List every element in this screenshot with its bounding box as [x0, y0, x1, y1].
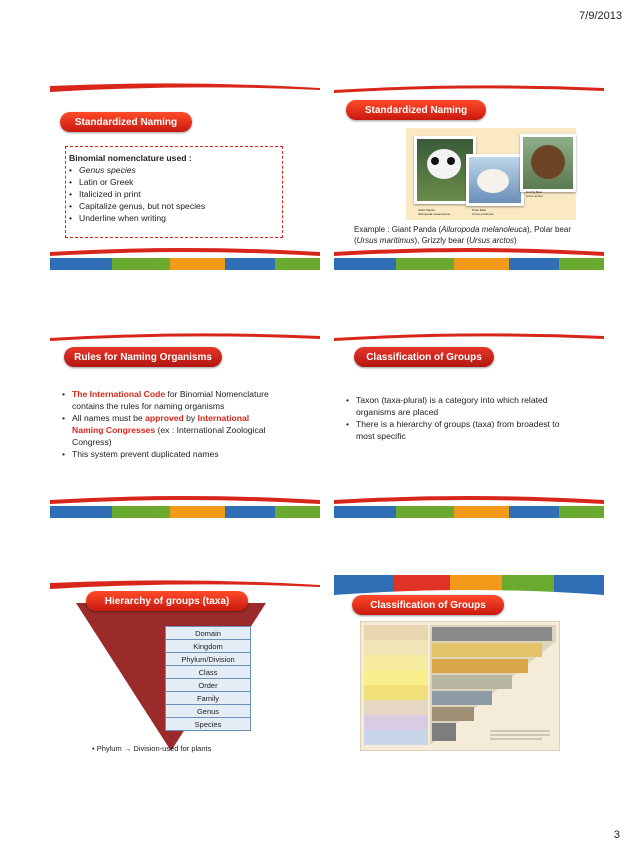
list-item: • All names must be approved by International Naming Congresses (ex : International Zoological Congress)	[62, 412, 282, 448]
slide-title: Hierarchy of groups (taxa)	[86, 591, 248, 611]
grizzly-photo	[520, 134, 576, 192]
slide-title: Standardized Naming	[346, 100, 486, 120]
bear-caption: Example : Giant Panda (Ailuropoda melanoleuca), Polar bear (Ursus maritimus), Grizzly bear (Ursus arctos)	[354, 225, 572, 245]
photo-label: Giant Panda Ailuropoda melanoleuca	[418, 208, 451, 216]
list-item: • Genus species	[69, 164, 279, 176]
slide-title: Classification of Groups	[352, 595, 504, 615]
slide-title: Rules for Naming Organisms	[64, 347, 222, 367]
phylum-note: • Phylum → Division-used for plants	[92, 744, 212, 753]
slide-title: Classification of Groups	[354, 347, 494, 367]
slide-2	[334, 78, 604, 270]
slide-bottom-band	[50, 242, 320, 270]
classification-chart-image	[360, 621, 560, 751]
slide-bottom-band	[334, 490, 604, 518]
hierarchy-level: Order	[165, 678, 251, 692]
slide-1	[50, 78, 320, 270]
rules-list	[62, 388, 282, 460]
slide-title: Standardized Naming	[60, 112, 192, 132]
nomenclature-list	[69, 164, 279, 224]
photo-label: Polar Bear Ursus maritimus	[472, 208, 494, 216]
hierarchy-level: Family	[165, 691, 251, 705]
slide-bottom-band	[50, 490, 320, 518]
slide-5	[50, 575, 320, 770]
slide-top-band	[334, 78, 604, 100]
right-arrow-icon: →	[123, 744, 132, 753]
slide-3	[50, 326, 320, 518]
hierarchy-level: Domain	[165, 626, 251, 640]
list-item: • Latin or Greek	[69, 176, 279, 188]
classification-list	[346, 394, 568, 442]
list-item: • This system prevent duplicated names	[62, 448, 282, 460]
nomenclature-box	[65, 146, 283, 238]
page-number: 3	[613, 829, 620, 841]
slide-top-band	[334, 326, 604, 348]
box-heading: Binomial nomenclature used :	[69, 153, 192, 163]
slide-6	[334, 575, 604, 770]
list-item: • The International Code for Binomial Nomenclature contains the rules for naming organisms	[62, 388, 282, 412]
slide-top-band	[50, 326, 320, 348]
list-item: • Taxon (taxa-plural) is a category into which related organisms are placed	[346, 394, 568, 418]
slide-top-band	[50, 78, 320, 100]
hierarchy-level: Kingdom	[165, 639, 251, 653]
list-item: • Italicized in print	[69, 188, 279, 200]
photo-label: Grizzly Bear Ursus arctos	[526, 190, 543, 198]
slide-4	[334, 326, 604, 518]
list-item: • Capitalize genus, but not species	[69, 200, 279, 212]
hierarchy-level: Genus	[165, 704, 251, 718]
page-date: 7/9/2013	[579, 10, 622, 22]
hierarchy-level: Phylum/Division	[165, 652, 251, 666]
hierarchy-level: Class	[165, 665, 251, 679]
slide-bottom-band	[334, 242, 604, 270]
list-item: • Underline when writing	[69, 212, 279, 224]
bear-photos	[406, 128, 576, 220]
hierarchy-level: Species	[165, 717, 251, 731]
list-item: • There is a hierarchy of groups (taxa) from broadest to most specific	[346, 418, 568, 442]
polar-bear-photo	[466, 154, 524, 206]
